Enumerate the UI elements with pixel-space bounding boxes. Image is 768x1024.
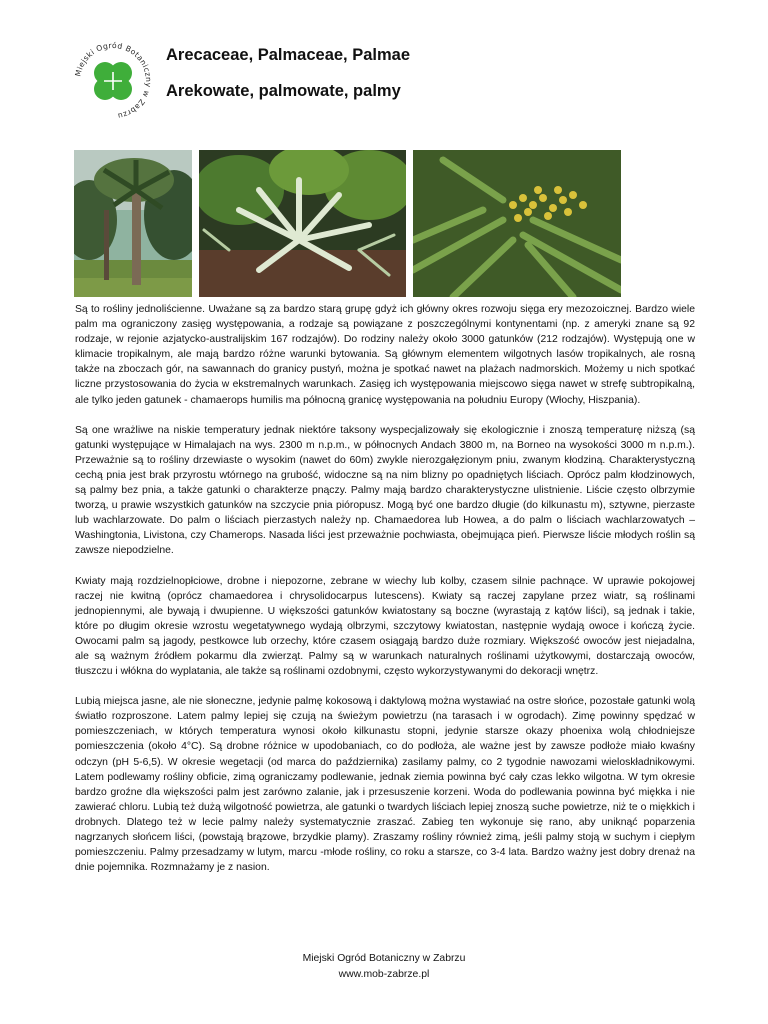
garden-logo bbox=[72, 40, 154, 122]
palm-seedling-fronds-photo bbox=[199, 150, 406, 297]
paragraph-flowers: Kwiaty mają rozdzielnopłciowe, drobne i niepozorne, zebrane w wiechy lub kolby, czasem silnie pachnące. W uprawie pokojowej raczej nie kwitną (oprócz chamaedorea i chrysolidocarpus lutescens). Kwiaty są raczej zapylane przez wiatr, są roślinami jednopiennymi, ale bywają i dwupienne. U większości gatunków kwiatostany są boczne (wyrastają z kątów liści), są jednak i takie, które po długim okresie wzrostu wegetatywnego wydają olbrzymi, szczytowy kwiatostan, następnie wydają owoce i kończą życie. Owocami palm są jagody, pestkowce lub orzechy, które czasem osiągają bardzo duże rozmiary. Większość owoców jest niejadalna, ale są ważnym źródłem pokarmu dla zwierząt. Palmy są w warunkach naturalnych roślinami użytkowymi, dostarczają owoców, tłuszczu i włókna do wyplatania, ale także są roślinami ozdobnymi, często wykorzystywanymi do dekoracji wnętrz. bbox=[75, 575, 695, 678]
title-polish: Arekowate, palmowate, palmy bbox=[166, 82, 401, 100]
footer-website-link[interactable]: www.mob-zabrze.pl bbox=[338, 969, 430, 980]
palm-tree-landscape-photo bbox=[74, 150, 192, 297]
title-latin: Arecaceae, Palmaceae, Palmae bbox=[166, 46, 411, 64]
footer-organization: Miejski Ogród Botaniczny w Zabrzu bbox=[302, 953, 466, 964]
paragraph-care: Lubią miejsca jasne, ale nie słoneczne, jedynie palmę kokosową i daktylową można wystawiać na ostre słońce, pozostałe gatunki wolą światło rozproszone. Latem palmy lepiej się czują na świeżym powietrzu (na tarasach i w ogrodach). Zimę powinny spędzać w pomieszczeniach, w których temperatura wynosi około kilkunastu stopni, jedynie starsze okazy phoenixa wolą chłodniejsze pomieszczenia (około 4°C). Są drobne różnice w upodobaniach, co do podłoża, ale ważne jest by zawsze podłoże miało kwaśny odczyn (pH 5-6,5). W okresie wegetacji (od marca do października) zasilamy palmy, co 2 tygodnie nawozami wieloskładnikowymi. Latem podlewamy rośliny obficie, zimą ograniczamy podlewanie, jednak ziemia powinna być cały czas lekko wilgotna. W tym okresie bardzo groźne dla większości palm jest zarówno zalanie, jak i przesuszenie korzeni. Woda do podlewania powinna być miękka i nie zawierać chloru. Lubią też dużą wilgotność powietrza, ale gatunki o twardych liściach lepiej znoszą suche powietrze, niż te o miękkich i drobnych. Dlatego też w lecie palmy należy systematycznie zraszać. Zabieg ten wykonuje się rano, aby uniknąć poparzenia nagrzanych słońcem liści, (powstają brązowe, brzydkie plamy). Zraszamy rośliny również zimą, jeśli palmy stoją w suchym i ciepłym pomieszczeniu. Palmy przesadzamy w lutym, marcu -młode rośliny, co roku a starsze, co 3-4 lata. Bardzo ważny jest dobry drenaż na dnie pojemnika. Rozmnażamy je z nasion. bbox=[75, 696, 695, 874]
logo-ring-text: Miejski Ogród Botaniczny w Zabrzu bbox=[73, 40, 154, 121]
paragraph-intro: Są to rośliny jednoliścienne. Uważane są za bardzo starą grupę gdyż ich główny okres rozwoju sięga ery mezozoicznej. Bardzo wiele palm ma ograniczony zasięg występowania, a rodzaje są powiązane z poszczególnymi kontynentami (np. z ameryki znane są 92 rodzaje, w rejonie azjatycko-australijskim 167 rodzajów). Do rodziny należy około 3000 gatunków (212 rodzajów). Występują one w klimacie tropikalnym, ale mają bardzo różne warunki bytowania. Są głównym elementem wilgotnych lasów tropikalnych, ale rosną także na zboczach gór, na sawannach do granicy pustyń, można je spotkać nawet na plażach nadmorskich. Możemy u nich spotkać liczne przystosowania do życia w ekstremalnych warunkach. Zasięg ich występowania miejscowo sięga nawet w strefę subtropikalną, ale tylko jeden gatunek - chamaerops humilis ma północną granicę występowania na południu Europy (Włochy, Hiszpania). bbox=[75, 304, 695, 406]
palm-inflorescence-yellow-fruit-photo bbox=[413, 150, 621, 297]
article-body bbox=[75, 302, 695, 890]
paragraph-morphology: Są one wrażliwe na niskie temperatury jednak niektóre taksony wyspecjalizowały się ekologicznie i znoszą temperaturę niższą (są gatunki występujące w Himalajach na wys. 2300 m n.p.m., w północnych Andach 3800 m, na Borneo na wysokości 3000 m n.p.m.). Przeważnie są to rośliny drzewiaste o wysokim (nawet do 60m) zwykle nierozgałęzionym pniu, zwanym kłodziną. Charakterystyczną cechą pnia jest brak przyrostu wtórnego na grubość, widoczne są na nim blizny po opadniętych liściach. Oprócz palm kłodzinowych, są palmy bez pnia, a także gatunki o charakterze pnączy. Palmy mają bardzo charakterystyczne ulistnienie. Liście często olbrzymie tworzą, u prawie wszystkich gatunków na szczycie pnia pióropusz. Mogą być one bardzo długie (do kilkunastu m), sztywne, pierzaste lub wachlarzowate. Do palm o liściach pierzastych należy np. Chamaedorea lub Howea, a do palm o liściach wachlarzowatych – Washingtonia, Livistona, czy Chamerops. Nasada liści jest przeważnie pochwiasta, obejmująca pień. Pierwsze liście młodych roślin są zawsze niepodzielne. bbox=[75, 424, 695, 557]
clover-icon bbox=[94, 62, 132, 100]
